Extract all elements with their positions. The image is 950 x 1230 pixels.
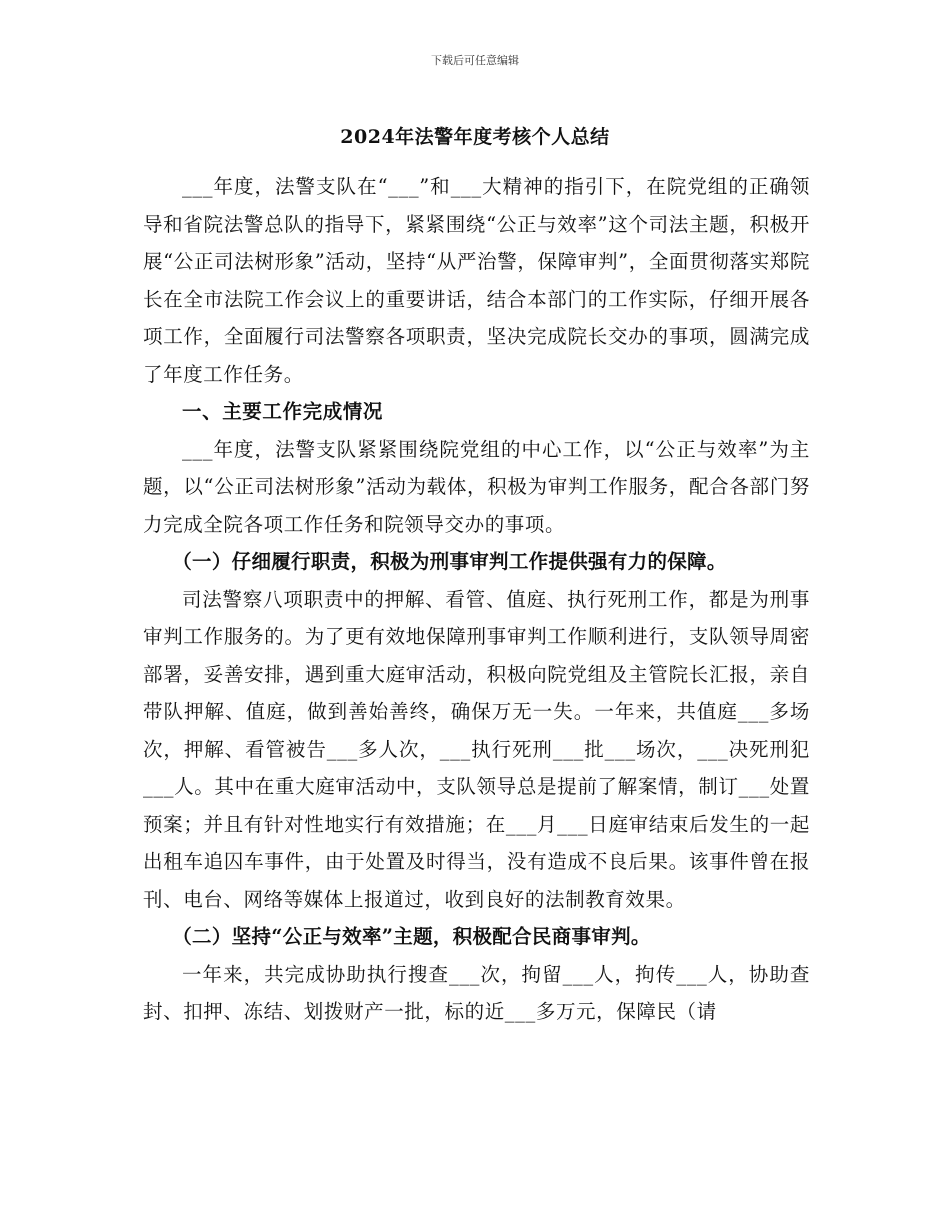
- subsection-heading-criminal: （一）仔细履行职责，积极为刑事审判工作提供强有力的保障。: [172, 550, 727, 573]
- header-note: 下载后可任意编辑: [431, 54, 519, 67]
- subsection-heading-civil: （二）坚持“公正与效率”主题，积极配合民商事审判。: [172, 925, 651, 948]
- document-title: 2024年法警年度考核个人总结: [340, 126, 610, 148]
- paragraph-main-work: ___年度，法警支队紧紧围绕院党组的中心工作，以“公正与效率”为主题，以“公正司法树形象”活动为载体，积极为审判工作服务，配合各部门努力完成全院各项工作任务和院领导交办的事项。: [143, 437, 810, 536]
- paragraph-criminal: 司法警察八项职责中的押解、看管、值庭、执行死刑工作，都是为刑事审判工作服务的。为了更有效地保障刑事审判工作顺利进行，支队领导周密部署，妥善安排，遇到重大庭审活动，积极向院党组及主管院长汇报，亲自带队押解、值庭，做到善始善终，确保万无一失。一年来，共值庭___多场次，押解、看管被告___多人次，___执行死刑___批___场次，___决死刑犯___人。其中在重大庭审活动中，支队领导总是提前了解案情，制订___处置预案；并且有针对性地实行有效措施；在___月___日庭审结束后发生的一起出租车追囚车事件，由于处置及时得当，没有造成不良后果。该事件曾在报刊、电台、网络等媒体上报道过，收到良好的法制教育效果。: [143, 587, 810, 911]
- section-heading-main-work: 一、主要工作完成情况: [182, 400, 384, 423]
- document-body: [143, 168, 810, 1031]
- paragraph-intro: ___年度，法警支队在“___”和___大精神的指引下，在院党组的正确领导和省院法警总队的指导下，紧紧围绕“公正与效率”这个司法主题，积极开展“公正司法树形象”活动，坚持“从严治警，保障审判”，全面贯彻落实郑院长在全市法院工作会议上的重要讲话，结合本部门的工作实际，仔细开展各项工作，全面履行司法警察各项职责，坚决完成院长交办的事项，圆满完成了年度工作任务。: [143, 175, 810, 386]
- paragraph-civil: 一年来，共完成协助执行搜查___次，拘留___人，拘传___人，协助查封、扣押、冻结、划拨财产一批，标的近___多万元，保障民（请: [143, 962, 810, 1023]
